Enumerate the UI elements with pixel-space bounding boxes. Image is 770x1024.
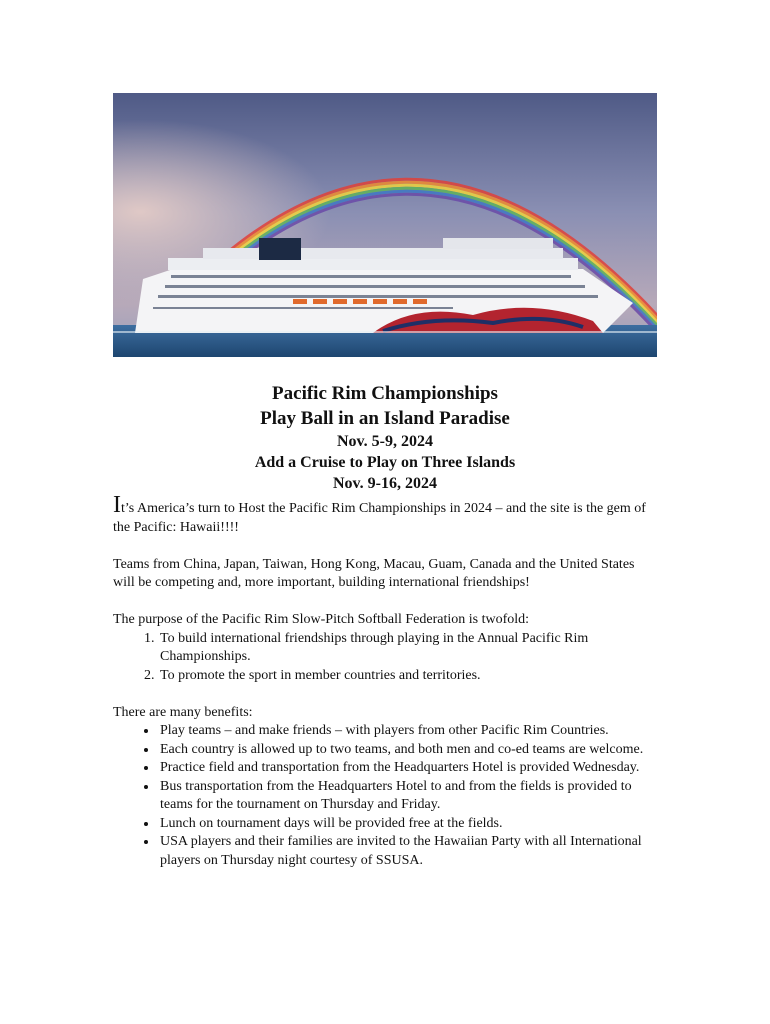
benefits-list — [113, 722, 658, 870]
list-item: 2. To promote the sport in member countries and territories. — [158, 667, 658, 686]
heading-block — [113, 381, 657, 494]
body-text — [113, 492, 658, 889]
event-title: Pacific Rim Championships — [272, 383, 498, 404]
list-item: • Practice field and transportation from the Headquarters Hotel is provided Wednesday. — [158, 759, 658, 778]
cruise-dates: Nov. 9-16, 2024 — [333, 475, 437, 492]
event-subtitle: Play Ball in an Island Paradise — [260, 408, 510, 429]
cruise-ship-rainbow-photo — [113, 93, 657, 357]
cruise-ship — [135, 238, 633, 333]
intro-paragraph — [113, 492, 658, 537]
benefits-intro: There are many benefits: — [113, 704, 253, 720]
cruise-line: Add a Cruise to Play on Three Islands — [254, 454, 516, 471]
purpose-intro: The purpose of the Pacific Rim Slow-Pitch Softball Federation is twofold: — [113, 612, 530, 627]
list-item: • USA players and their families are invited to the Hawaiian Party with all International players on Thursday night courtesy of SSUSA. — [158, 833, 658, 870]
intro-text: t’s America’s turn to Host the Pacific Rim Championships in 2024 – and the site is the gem of the Pacific: Hawaii!!!! — [113, 501, 646, 535]
list-item: • Bus transportation from the Headquarters Hotel to and from the fields is provided to teams for the tournament on Thursday and Friday. — [158, 778, 658, 815]
list-item: • Play teams – and make friends – with players from other Pacific Rim Countries. — [158, 722, 658, 741]
purpose-list — [113, 630, 658, 686]
list-item: 1. To build international friendships through playing in the Annual Pacific Rim Championships. — [158, 630, 658, 667]
hero-illustration — [113, 93, 657, 357]
event-dates: Nov. 5-9, 2024 — [337, 433, 433, 450]
drop-cap: I — [113, 492, 121, 518]
list-item: • Each country is allowed up to two teams, and both men and co-ed teams are welcome. — [158, 741, 658, 760]
list-item: • Lunch on tournament days will be provided free at the fields. — [158, 815, 658, 834]
teams-paragraph: Teams from China, Japan, Taiwan, Hong Kong, Macau, Guam, Canada and the United States will be competing and, more important, building international friendships! — [113, 556, 635, 590]
